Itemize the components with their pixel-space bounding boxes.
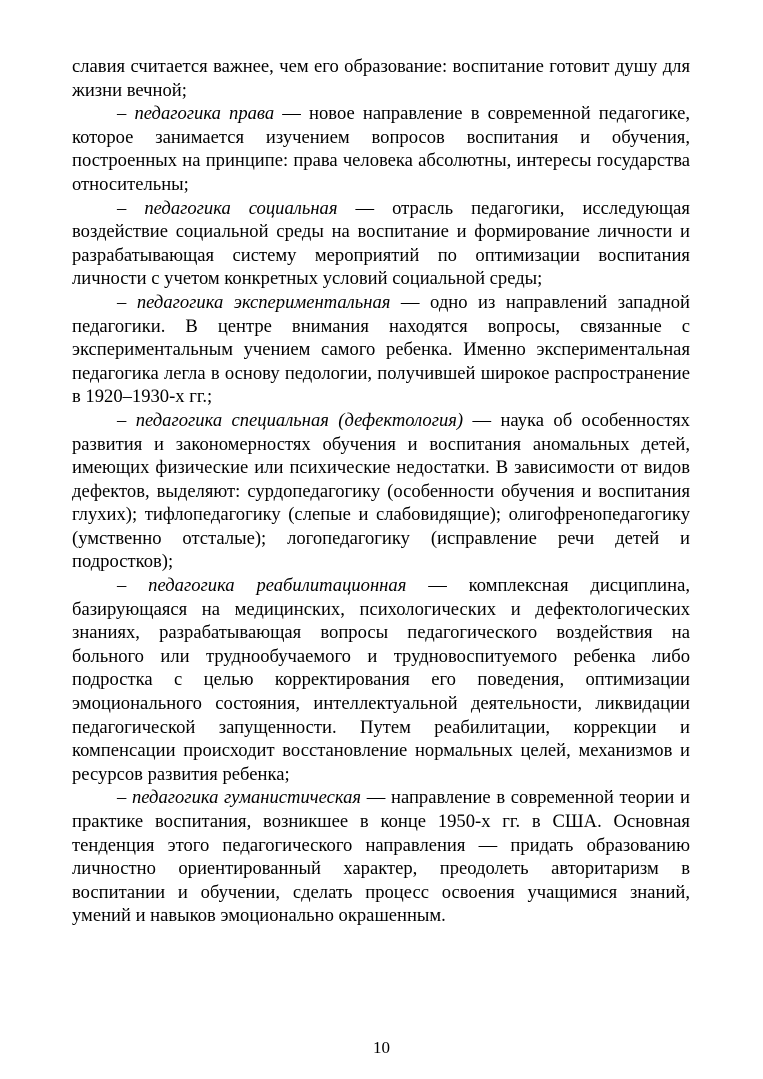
paragraph-continuation [72, 55, 690, 102]
definition-special-pedagogy [72, 409, 690, 574]
list-dash: – [117, 575, 149, 597]
term: педагогика реабилитационная [148, 575, 407, 597]
list-dash: – [117, 787, 132, 809]
term: педагогика права [134, 103, 275, 125]
term: педагогика гуманистическая [131, 787, 362, 809]
definition-text: — направление в современной теории и практике воспитания, возникшее в конце 1950-х гг. в США. Основная тенденция этого педагогического направления — придать образованию личностно ориентированный характер, преодолеть авторитаризм в воспитании и обучении, сделать процесс освоения учащимися знаний, умений и навыков эмоционально окрашенным. [72, 787, 690, 927]
definition-rehabilitation-pedagogy [72, 574, 690, 786]
page-body [72, 55, 690, 928]
definition-text: — одно из направлений западной педагогики. В центре внимания находятся вопросы, связанные с экспериментальным учением самого ребенка. Именно экспериментальная педагогика легла в основу педологии, получившей широкое распространение в 1920–1930-х гг.; [72, 291, 690, 408]
term: педагогика экспериментальная [136, 291, 391, 313]
definition-text: — наука об особенностях развития и закономерностях обучения и воспитания аномальных детей, имеющих физические или психические недостатки. В зависимости от видов дефектов, выделяют: сурдопедагогику (особенности обучения и воспитания глухих); тифлопедагогику (слепые и слабовидящие); олигофренопедагогику (умственно отсталые); логопедагогику (исправление речи детей и подростков); [72, 409, 690, 573]
list-dash: – [117, 409, 136, 431]
page-number: 10 [373, 1038, 390, 1057]
definition-text: — новое направление в современной педагогике, которое занимается изучением вопросов воспитания и обучения, построенных на принципе: права человека абсолютны, интересы государства относительны; [72, 103, 690, 195]
term: педагогика специальная (дефектология) [135, 409, 464, 431]
definition-text: — комплексная дисциплина, базирующаяся на медицинских, психологических и дефектологических знаниях, разрабатывающая вопросы педагогического воздействия на больного или труднообучаемого и трудновоспитуемого ребенка либо подростка с целью корректирования его поведения, оптимизации эмоционального состояния, интеллектуальной деятельности, ликвидации педагогической запущенности. Путем реабилитации, коррекции и компенсации происходит восстановление нормальных целей, механизмов и ресурсов развития ребенка; [72, 575, 690, 785]
list-dash: – [117, 197, 145, 219]
definition-humanistic-pedagogy [72, 786, 690, 928]
list-dash: – [117, 291, 137, 313]
definition-social-pedagogy [72, 197, 690, 291]
definition-text: — отрасль педагогики, исследующая воздействие социальной среды на воспитание и формирование личности и разрабатывающая систему мероприятий по оптимизации воспитания личности с учетом конкретных условий социальной среды; [72, 197, 690, 290]
definition-experimental-pedagogy [72, 291, 690, 409]
list-dash: – [117, 103, 135, 125]
paragraph-body: славия считается важнее, чем его образование: воспитание готовит душу для жизни вечной; [72, 56, 690, 101]
term: педагогика социальная [144, 197, 338, 219]
definition-pedagogy-of-law [72, 102, 690, 196]
